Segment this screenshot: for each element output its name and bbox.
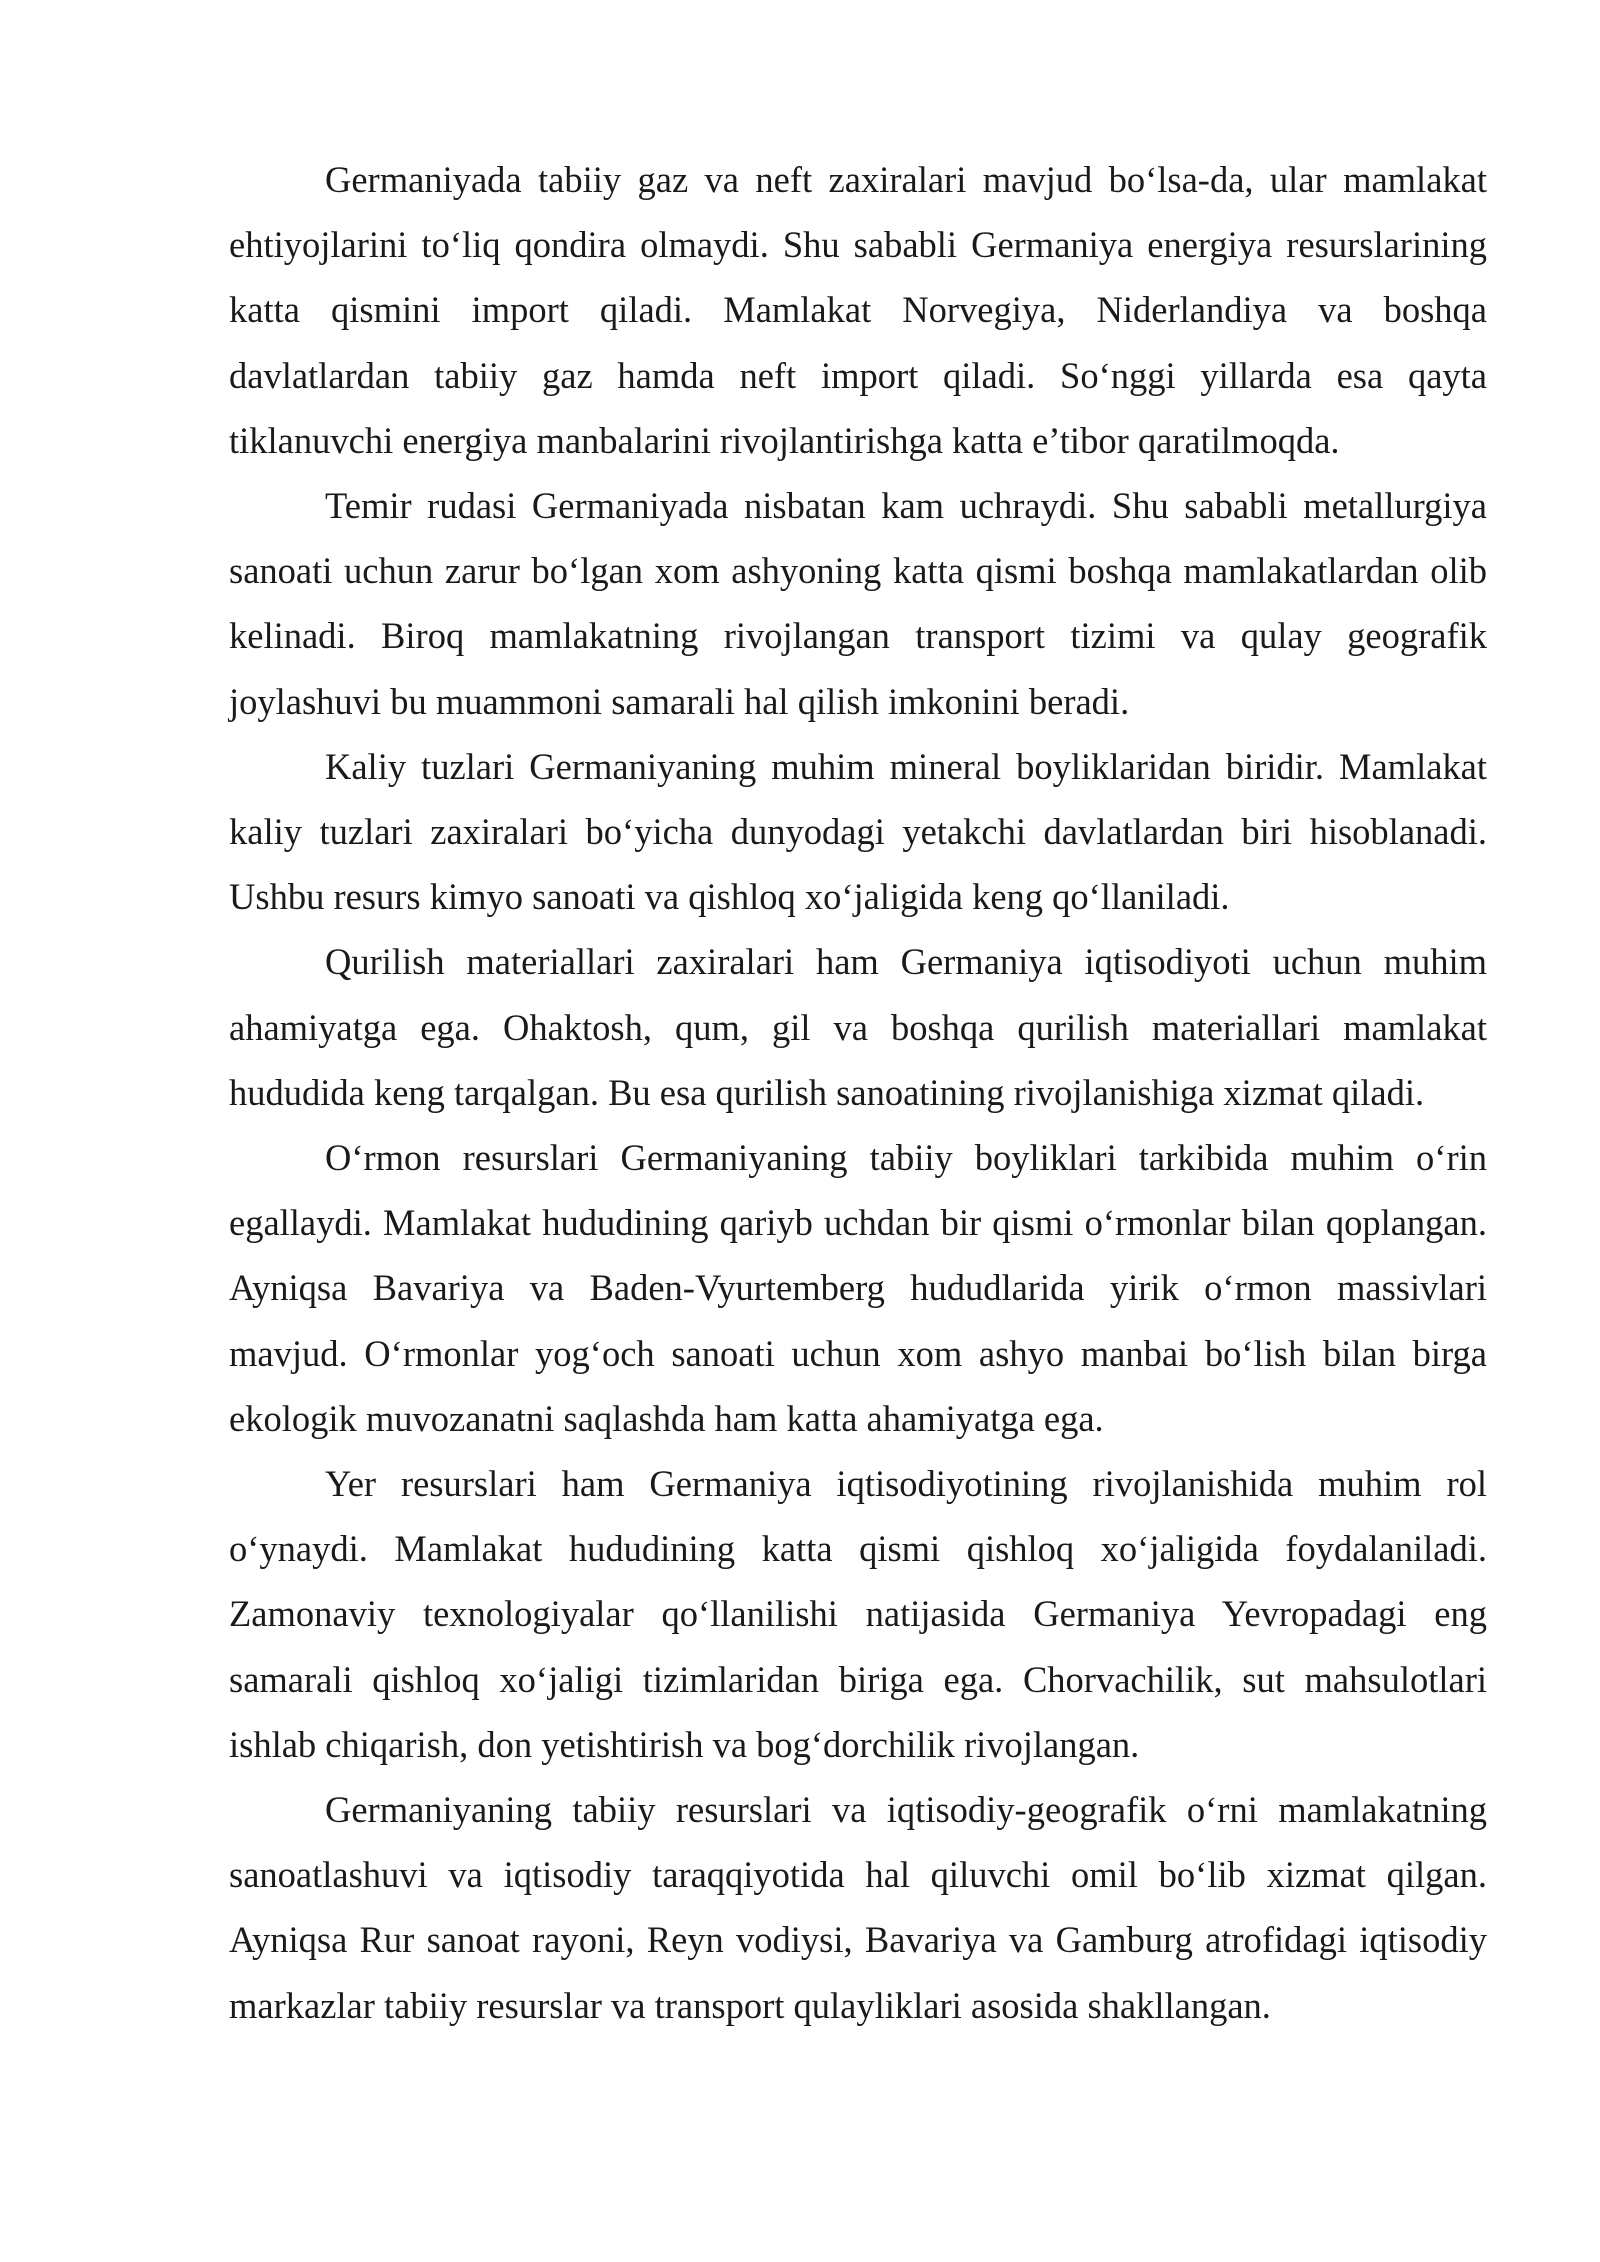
- paragraph-conclusion: Germaniyaning tabiiy resurslari va iqtisodiy-geografik o‘rni mamlakatning sanoatlashuvi va iqtisodiy taraqqiyotida hal qiluvchi omil bo‘lib xizmat qilgan. Ayniqsa Rur sanoat rayoni, Reyn vodiysi, Bavariya va Gamburg atrofidagi iqtisodiy markazlar tabiiy resurslar va transport qulayliklari asosida shakllangan.: [229, 1789, 1487, 2026]
- paragraph-forest-resources: O‘rmon resurslari Germaniyaning tabiiy boyliklari tarkibida muhim o‘rin egallaydi. Mamlakat hududining qariyb uchdan bir qismi o‘rmonlar bilan qoplangan. Ayniqsa Bavariya va Baden-Vyurtemberg hududlarida yirik o‘rmon massivlari mavjud. O‘rmonlar yog‘och sanoati uchun xom ashyo manbai bo‘lish bilan birga ekologik muvozanatni saqlashda ham katta ahamiyatga ega.: [229, 1137, 1487, 1439]
- paragraph-land-resources: Yer resurslari ham Germaniya iqtisodiyotining rivojlanishida muhim rol o‘ynaydi. Mamlakat hududining katta qismi qishloq xo‘jaligida foydalaniladi. Zamonaviy texnologiyalar qo‘llanilishi natijasida Germaniya Yevropadagi eng samarali qishloq xo‘jaligi tizimlaridan biriga ega. Chorvachilik, sut mahsulotlari ishlab chiqarish, don yetishtirish va bog‘dorchilik rivojlangan.: [229, 1463, 1487, 1765]
- paragraph-construction-materials: Qurilish materiallari zaxiralari ham Germaniya iqtisodiyoti uchun muhim ahamiyatga ega. Ohaktosh, qum, gil va boshqa qurilish materiallari mamlakat hududida keng tarqalgan. Bu esa qurilish sanoatining rivojlanishiga xizmat qiladi.: [229, 941, 1487, 1113]
- paragraph-potash: Kaliy tuzlari Germaniyaning muhim mineral boyliklaridan biridir. Mamlakat kaliy tuzlari zaxiralari bo‘yicha dunyodagi yetakchi davlatlardan biri hisoblanadi. Ushbu resurs kimyo sanoati va qishloq xo‘jaligida keng qo‘llaniladi.: [229, 745, 1487, 918]
- body-text: [229, 147, 1487, 2038]
- paragraph-gas-oil: Germaniyada tabiiy gaz va neft zaxiralari mavjud bo‘lsa-da, ular mamlakat ehtiyojlarini to‘liq qondira olmaydi. Shu sababli Germaniya energiya resurslarining katta qismini import qiladi. Mamlakat Norvegiya, Niderlandiya va boshqa davlatlardan tabiiy gaz hamda neft import qiladi. So‘nggi yillarda esa qayta tiklanuvchi energiya manbalarini rivojlantirishga katta e’tibor qaratilmoqda.: [229, 159, 1487, 461]
- paragraph-iron-ore: Temir rudasi Germaniyada nisbatan kam uchraydi. Shu sababli metallurgiya sanoati uchun zarur bo‘lgan xom ashyoning katta qismi boshqa mamlakatlardan olib kelinadi. Biroq mamlakatning rivojlangan transport tizimi va qulay geografik joylashuvi bu muammoni samarali hal qilish imkonini beradi.: [229, 485, 1487, 722]
